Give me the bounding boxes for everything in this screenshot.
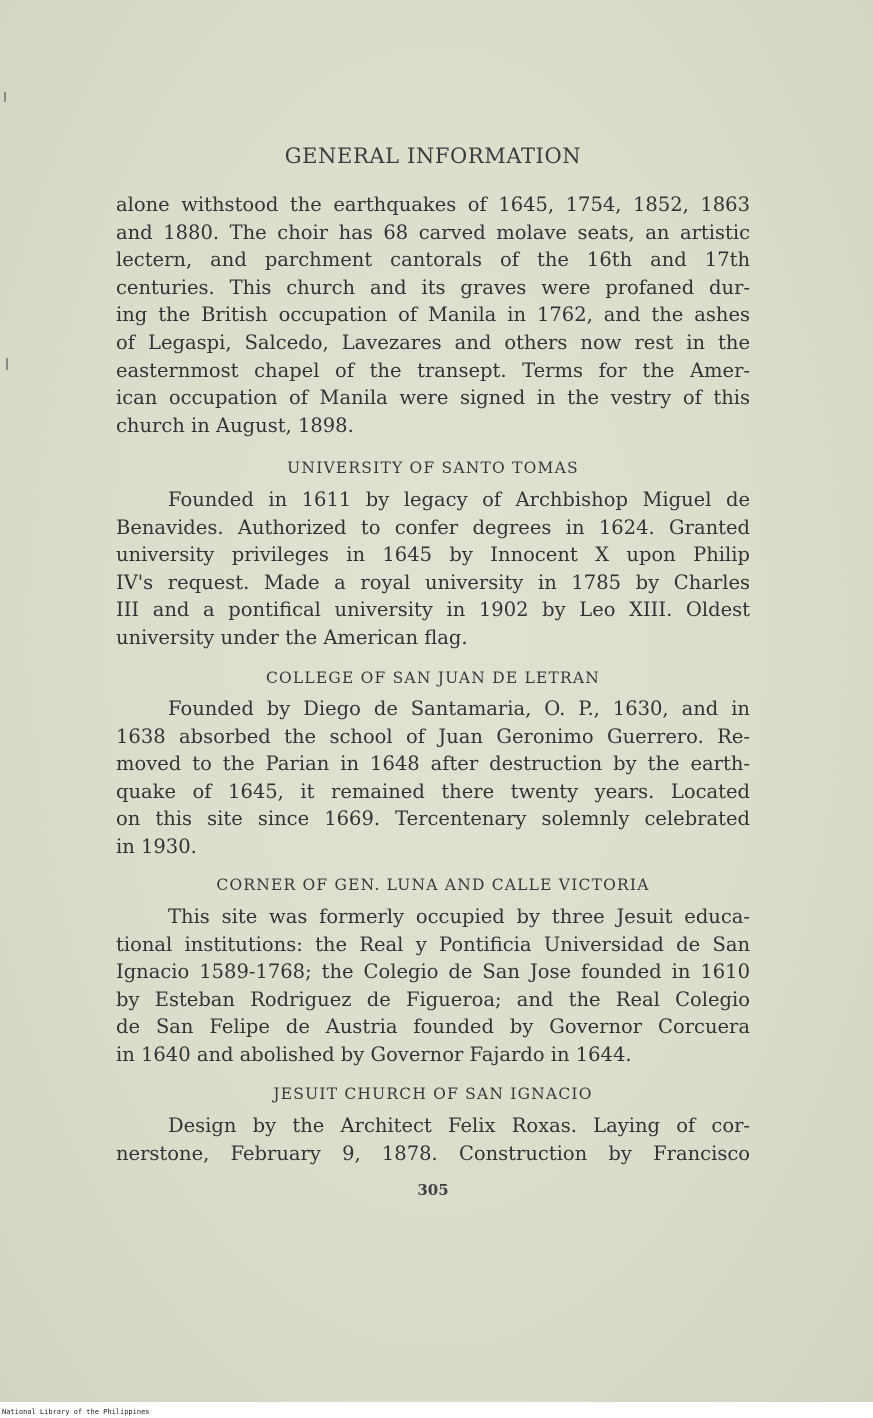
text-line: Benavides. Authorized to confer degrees in 1624. Granted xyxy=(116,515,750,539)
text-line: on this site since 1669. Tercentenary solemnly celebrated xyxy=(116,807,750,831)
text-line: ing the British occupation of Manila in 1762, and the ashes xyxy=(116,303,750,327)
text-line: nerstone, February 9, 1878. Construction by Francisco xyxy=(116,1141,750,1165)
paragraph-san-ignacio xyxy=(116,1112,750,1167)
text-line: moved to the Parian in 1648 after destruction by the earth- xyxy=(116,752,750,776)
section-heading-san-ignacio: JESUIT CHURCH OF SAN IGNACIO xyxy=(273,1085,593,1103)
section-heading-gen-luna: CORNER OF GEN. LUNA AND CALLE VICTORIA xyxy=(216,876,650,894)
page-number: 305 xyxy=(417,1181,449,1199)
margin-speck xyxy=(6,358,8,370)
text-line: Founded in 1611 by legacy of Archbishop Miguel de xyxy=(168,488,750,511)
text-line: Founded by Diego de Santamaria, O. P., 1630, and in xyxy=(168,697,750,720)
paragraph-church-history xyxy=(116,191,750,439)
paragraph-letran xyxy=(116,695,750,861)
text-line: in 1930. xyxy=(116,834,197,858)
text-line: This site was formerly occupied by three Jesuit educa- xyxy=(168,905,750,928)
text-line: and 1880. The choir has 68 carved molave seats, an artistic xyxy=(116,220,750,244)
text-line: alone withstood the earthquakes of 1645, 1754, 1852, 1863 xyxy=(116,193,750,216)
section-heading-letran: COLLEGE OF SAN JUAN DE LETRAN xyxy=(265,669,601,687)
text-line: university privileges in 1645 by Innocent X upon Philip xyxy=(116,543,750,567)
text-line: de San Felipe de Austria founded by Governor Corcuera xyxy=(116,1015,750,1039)
text-line: by Esteban Rodriguez de Figueroa; and the Real Colegio xyxy=(116,987,750,1011)
library-credit: National Library of the Philippines xyxy=(2,1408,150,1416)
running-head: GENERAL INFORMATION xyxy=(284,144,582,168)
text-line: lectern, and parchment cantorals of the 16th and 17th xyxy=(116,248,750,272)
text-line: in 1640 and abolished by Governor Fajardo in 1644. xyxy=(116,1042,632,1066)
text-line: Ignacio 1589-1768; the Colegio de San Jose founded in 1610 xyxy=(116,960,750,984)
section-heading-santo-tomas: UNIVERSITY OF SANTO TOMAS xyxy=(287,459,579,477)
text-line: quake of 1645, it remained there twenty years. Located xyxy=(116,779,750,803)
margin-speck xyxy=(4,92,6,102)
text-line: ican occupation of Manila were signed in the vestry of this xyxy=(116,386,750,410)
text-line: church in August, 1898. xyxy=(116,413,354,437)
text-line: Design by the Architect Felix Roxas. Laying of cor- xyxy=(168,1114,750,1137)
text-line: tional institutions: the Real y Pontificia Universidad de San xyxy=(116,932,750,956)
text-line: university under the American flag. xyxy=(116,625,468,649)
text-line: 1638 absorbed the school of Juan Geronimo Guerrero. Re- xyxy=(116,724,750,748)
text-line: easternmost chapel of the transept. Terms for the Amer- xyxy=(116,358,750,382)
paragraph-gen-luna xyxy=(116,903,750,1069)
text-line: III and a pontifical university in 1902 by Leo XIII. Oldest xyxy=(116,598,750,622)
text-line: of Legaspi, Salcedo, Lavezares and others now rest in the xyxy=(116,330,750,354)
text-line: centuries. This church and its graves were profaned dur- xyxy=(116,275,750,299)
text-line: IV's request. Made a royal university in 1785 by Charles xyxy=(116,570,750,594)
paragraph-santo-tomas xyxy=(116,486,750,652)
